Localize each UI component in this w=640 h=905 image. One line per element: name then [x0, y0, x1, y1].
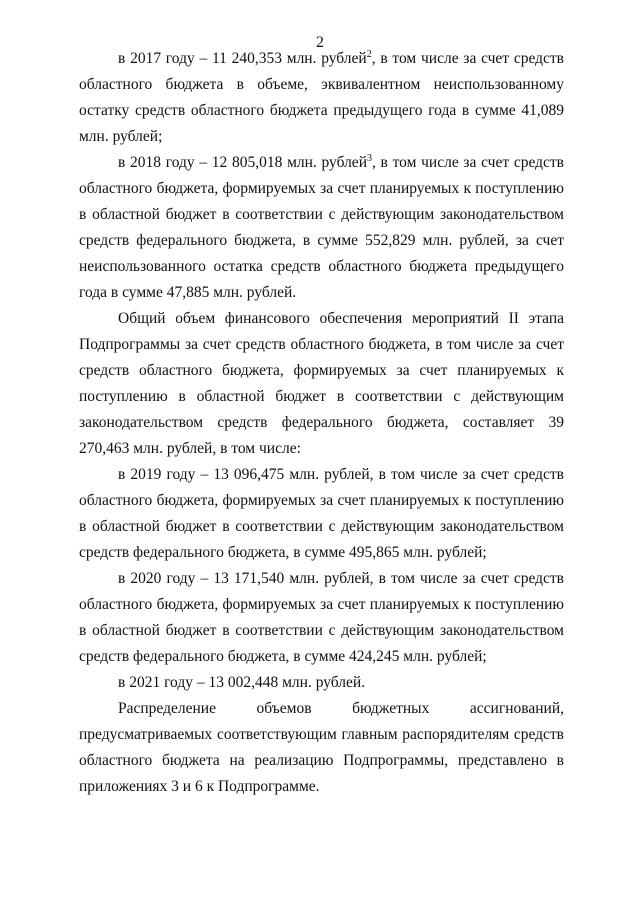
paragraph-2017-text: в 2017 году – 11 240,353 млн. рублей: [118, 50, 367, 67]
paragraph-2017: [79, 46, 564, 150]
footnote-ref-2: 2: [366, 48, 372, 60]
paragraph-2018-text: в 2018 году – 12 805,018 млн. рублей: [118, 154, 367, 171]
paragraph-stage-two-total: Общий объем финансового обеспечения мероприятий II этапа Подпрограммы за счет средств областного бюджета, в том числе за счет средств областного бюджета, формируемых за счет планируемых к поступлению в областной бюджет в соответствии с действующим законодательством средств федерального бюджета, составляет 39 270,463 млн. рублей, в том числе:: [79, 310, 564, 457]
page-number: 2: [316, 34, 324, 51]
paragraph-2019: в 2019 году – 13 096,475 млн. рублей, в том числе за счет средств областного бюджета, формируемых за счет планируемых к поступлению в областной бюджет в соответствии с действующим законодательством средств федерального бюджета, в сумме 495,865 млн. рублей;: [79, 466, 564, 561]
paragraph-2020: в 2020 году – 13 171,540 млн. рублей, в том числе за счет средств областного бюджета, формируемых за счет планируемых к поступлению в областной бюджет в соответствии с действующим законодательством средств федерального бюджета, в сумме 424,245 млн. рублей;: [79, 570, 564, 665]
paragraph-2017-text-continued: , в том числе за счет средств областного бюджета в объеме, эквивалентном неиспользованному остатку средств областного бюджета предыдущего года в сумме 41,089 млн. рублей;: [79, 50, 564, 145]
document-body: [79, 46, 564, 800]
paragraph-2018: [79, 150, 564, 306]
paragraph-2021: в 2021 году – 13 002,448 млн. рублей.: [118, 674, 366, 691]
paragraph-2018-text-continued: , в том числе за счет средств областного бюджета, формируемых за счет планируемых к поступлению в областной бюджет в соответствии с действующим законодательством средств федерального бюджета, в сумме 552,829 млн. рублей, за счет неиспользованного остатка средств областного бюджета предыдущего года в сумме 47,885 млн. рублей.: [79, 154, 564, 301]
footnote-ref-3: 3: [366, 152, 372, 164]
paragraph-allocation: Распределение объемов бюджетных ассигнований, предусматриваемых соответствующим главным распорядителям средств областного бюджета на реализацию Подпрограммы, представлено в приложениях 3 и 6 к Подпрограмме.: [79, 700, 564, 795]
